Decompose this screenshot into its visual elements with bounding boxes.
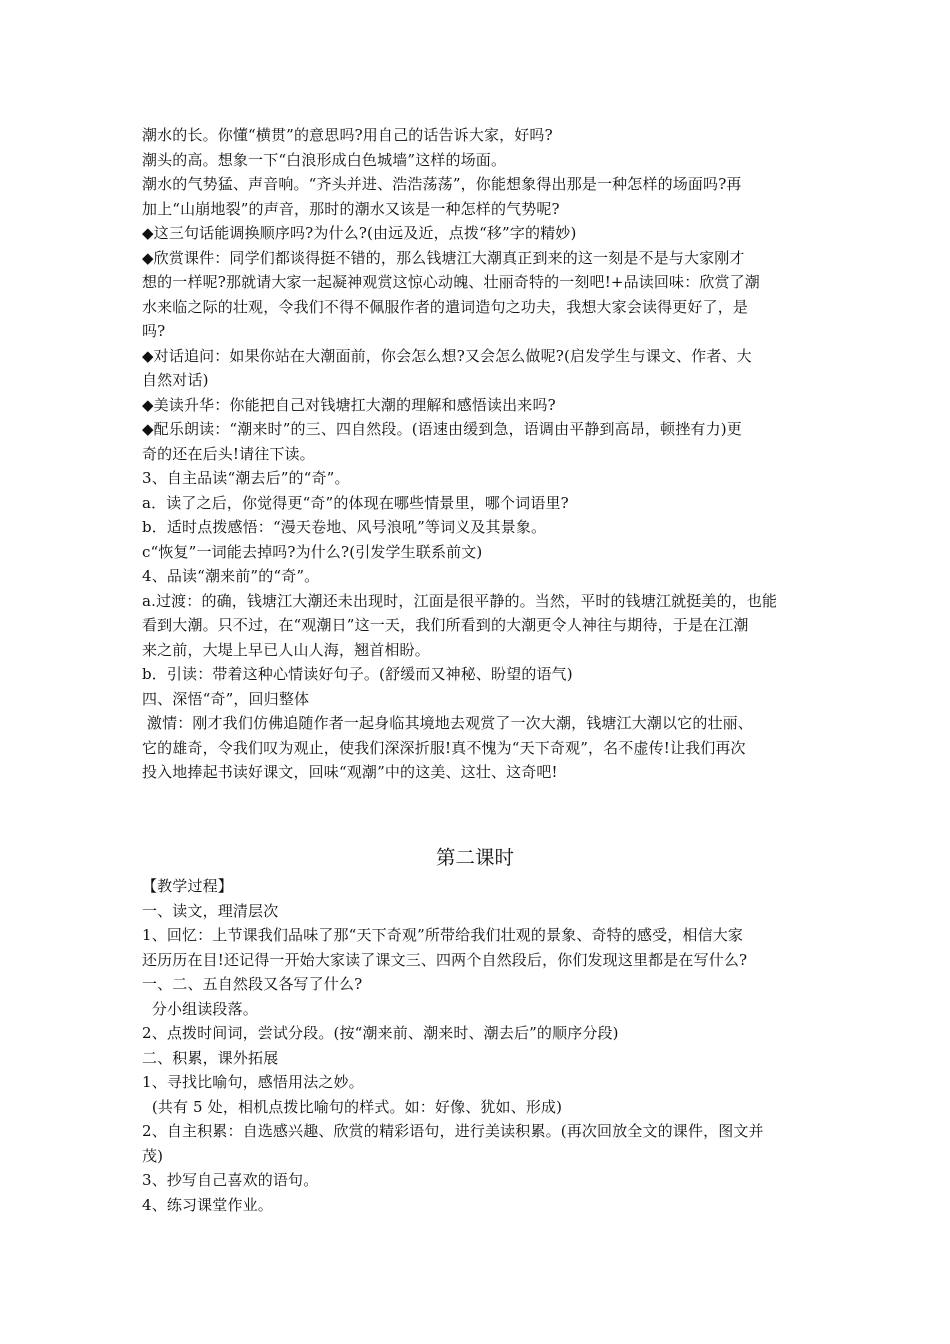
- text-line: 加上“山崩地裂”的声音，那时的潮水又该是一种怎样的气势呢?: [142, 199, 560, 218]
- text-line: b．适时点拨感悟：“漫天卷地、风号浪吼”等词义及其景象。: [142, 518, 547, 536]
- text-line: 潮头的高。想象一下“白浪形成白色城墙”这样的场面。: [142, 150, 507, 169]
- text-line: 激情：刚才我们仿佛追随作者一起身临其境地去观赏了一次大潮，钱塘江大潮以它的壮丽、: [142, 714, 753, 732]
- text-line: 水来临之际的壮观，令我们不得不佩服作者的遣词造句之功夫，我想大家会读得更好了，是: [142, 297, 749, 316]
- text-line: ◆这三句话能调换顺序吗?为什么?(由远及近，点拨“移”字的精妙): [142, 224, 577, 242]
- text-line: 它的雄奇，令我们叹为观止，使我们深深折服!真不愧为“天下奇观”，名不虚传!让我们再次: [142, 738, 746, 757]
- text-line: ◆美读升华：你能把自己对钱塘扛大潮的理解和感悟读出来吗?: [142, 395, 556, 414]
- text-line: a．读了之后，你觉得更“奇”的体现在哪些情景里，哪个词语里?: [142, 493, 569, 512]
- text-line: c“恢复”一词能去掉吗?为什么?(引发学生联系前文): [142, 542, 483, 561]
- text-line: 3、抄写自己喜欢的语句。: [142, 1171, 319, 1189]
- text-line: 一、读文，理清层次: [142, 901, 279, 920]
- text-line: ◆欣赏课件：同学们都谈得挺不错的，那么钱塘江大潮真正到来的这一刻是不是与大家刚才: [142, 248, 745, 267]
- text-line: 潮水的长。你懂“横贯”的意思吗?用自己的话告诉大家，好吗?: [142, 126, 553, 144]
- text-line: 奇的还在后头!请往下读。: [142, 444, 315, 463]
- text-line: 2、自主积累：自选感兴趣、欣赏的精彩语句，进行美读积累。(再次回放全文的课件，图文并: [142, 1122, 764, 1140]
- text-line: 还历历在目!还记得一开始大家读了课文三、四两个自然段后，你们发现这里都是在写什么?: [142, 950, 748, 969]
- text-line: 四、深悟“奇”，回归整体: [142, 689, 310, 708]
- text-line: 【教学过程】: [142, 877, 233, 895]
- text-line: 分小组读段落。: [142, 999, 258, 1018]
- text-line: b．引读：带着这种心情读好句子。(舒缓而又神秘、盼望的语气): [142, 665, 573, 683]
- text-line: 一、二、五自然段又各写了什么?: [142, 975, 363, 993]
- second-lesson-section: [142, 874, 810, 1217]
- text-line: 2、点拨时间词，尝试分段。(按“潮来前、潮来时、潮去后”的顺序分段): [142, 1024, 619, 1042]
- text-line: 潮水的气势猛、声音响。“齐头并进、浩浩荡荡”，你能想象得出那是一种怎样的场面吗?再: [142, 175, 742, 193]
- text-line: ◆配乐朗读：“潮来时”的三、四自然段。(语速由缓到急，语调由平静到高昂，顿挫有力)更: [142, 420, 742, 438]
- text-line: 吗?: [142, 322, 166, 340]
- text-line: ◆对话追问：如果你站在大潮面前，你会怎么想?又会怎么做呢?(启发学生与课文、作者、大: [142, 346, 752, 365]
- second-lesson-heading: 第二课时: [435, 846, 514, 869]
- text-line: 想的一样呢?那就请大家一起凝神观赏这惊心动魄、壮丽奇特的一刻吧!+品读回味：欣赏了潮: [142, 273, 760, 291]
- text-line: 二、积累，课外拓展: [142, 1048, 279, 1067]
- text-line: 看到大潮。只不过，在“观潮日”这一天，我们所看到的大潮更令人神往与期待，于是在江潮: [142, 616, 749, 634]
- text-line: 自然对话): [142, 371, 209, 389]
- text-line: 4、练习课堂作业。: [142, 1195, 273, 1214]
- text-line: 1、寻找比喻句，感悟用法之妙。: [142, 1073, 364, 1091]
- text-line: 4、品读“潮来前”的“奇”。: [142, 567, 320, 585]
- text-line: 1、回忆：上节课我们品味了那“天下奇观”所带给我们壮观的景象、奇特的感受，相信大家: [142, 926, 744, 944]
- text-line: 来之前，大堤上早已人山人海，翘首相盼。: [142, 640, 430, 659]
- text-line: 投入地捧起书读好课文，回味“观潮”中的这美、这壮、这奇吧!: [142, 763, 558, 781]
- lesson-continued-section: [142, 123, 810, 785]
- text-line: 茂): [142, 1146, 164, 1165]
- text-line: (共有 5 处，相机点拨比喻句的样式。如：好像、犹如、形成): [142, 1097, 563, 1116]
- text-line: a.过渡：的确，钱塘江大潮还未出现时，江面是很平静的。当然，平时的钱塘江就挺美的，也能: [142, 591, 778, 610]
- text-line: 3、自主品读“潮去后”的“奇”。: [142, 469, 350, 487]
